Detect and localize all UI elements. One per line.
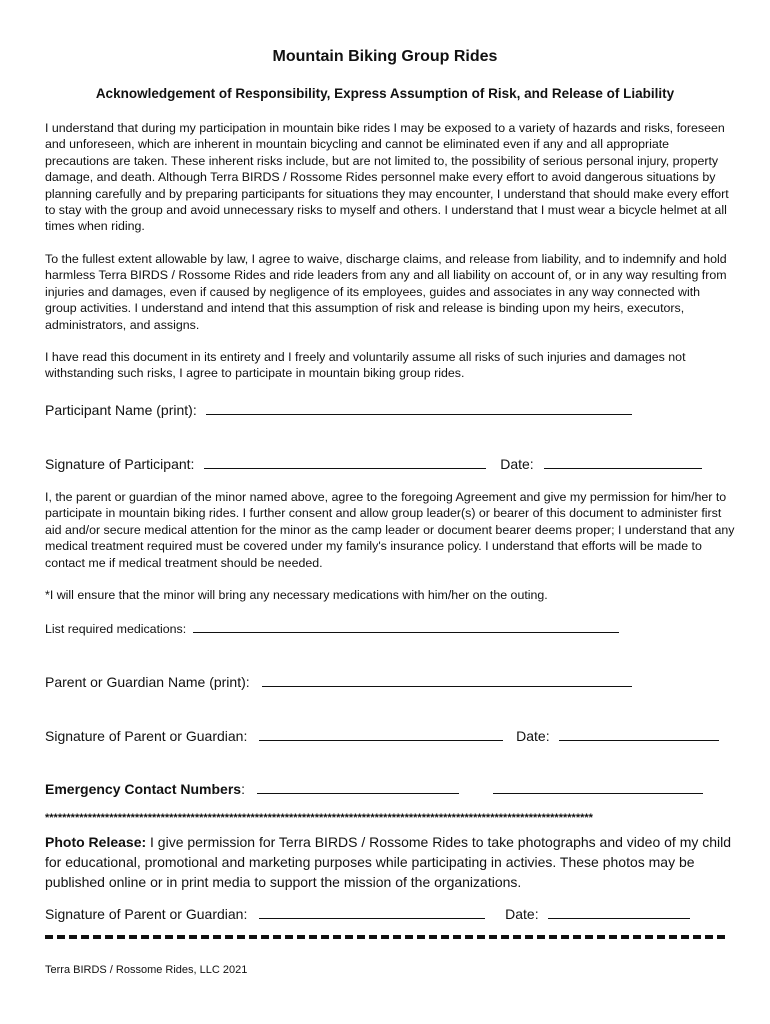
photo-release-text: I give permission for Terra BIRDS / Rossome Rides to take photographs and video of my child for educational, promotional and marketing purposes while participating in activies. These photos may be published online or in print media to support the mission of the organizations. <box>45 834 732 890</box>
medications-label: List required medications: <box>45 622 187 636</box>
guardian-signature-row <box>45 726 719 744</box>
emergency-contact-row <box>45 779 703 797</box>
footer-copyright: Terra BIRDS / Rossome Rides, LLC 2021 <box>45 964 248 976</box>
participant-date-label: Date: <box>500 456 534 472</box>
emergency-contact-field-1[interactable] <box>257 779 459 794</box>
emergency-contact-field-2[interactable] <box>493 779 703 794</box>
medications-note: *I will ensure that the minor will bring any necessary medications with him/her on the outing. <box>45 588 548 602</box>
photo-signature-label: Signature of Parent or Guardian: <box>45 906 248 922</box>
photo-release-paragraph <box>45 832 735 892</box>
guardian-name-label: Parent or Guardian Name (print): <box>45 674 250 690</box>
photo-signature-row <box>45 904 690 922</box>
emergency-contact-colon: : <box>241 781 245 797</box>
cut-line-divider <box>45 935 725 939</box>
guardian-date-field[interactable] <box>559 726 719 741</box>
guardian-date-label: Date: <box>516 728 550 744</box>
medications-field[interactable] <box>193 620 619 633</box>
participant-name-field[interactable] <box>206 400 632 415</box>
acknowledgement-paragraph: I have read this document in its entirety and I freely and voluntarily assume all risks of such injuries and damages not withstanding such risks, I agree to participate in mountain biking group rides. <box>45 350 686 381</box>
emergency-contact-label: Emergency Contact Numbers <box>45 781 242 797</box>
participant-signature-field[interactable] <box>204 454 486 469</box>
participant-name-row <box>45 400 632 418</box>
document-subtitle: Acknowledgement of Responsibility, Express Assumption of Risk, and Release of Liability <box>95 86 675 101</box>
photo-date-label: Date: <box>505 906 539 922</box>
photo-release-label: Photo Release: <box>45 834 147 850</box>
photo-signature-field[interactable] <box>259 904 485 919</box>
guardian-name-row <box>45 672 632 690</box>
guardian-signature-label: Signature of Parent or Guardian: <box>45 728 248 744</box>
participant-name-label: Participant Name (print): <box>45 402 197 418</box>
participant-signature-label: Signature of Participant: <box>45 456 195 472</box>
participant-signature-row <box>45 454 702 472</box>
section-divider-stars: ******************************************************************************************************************************** <box>45 812 593 824</box>
guardian-signature-field[interactable] <box>259 726 503 741</box>
risk-paragraph: I understand that during my participation in mountain bike rides I may be exposed to a variety of hazards and risks, foreseen and unforeseen, which are inherent in mountain bicycling and cannot be eliminated even if any and all appropriate precautions are taken. These inherent risks include, but are not limited to, the possibility of serious personal injury, property damage, and death. Although Terra BIRDS / Rossome Rides personnel make every effort to avoid dangerous situations by planning carefully and by preparing participants for situations they may encounter, I understand that should make every effort to stay with the group and avoid unnecessary risks to myself and others. I understand that I must wear a bicycle helmet at all times when riding. <box>45 121 729 234</box>
photo-date-field[interactable] <box>548 904 690 919</box>
guardian-consent-paragraph: I, the parent or guardian of the minor named above, agree to the foregoing Agreement and give my permission for him/her to participate in mountain biking rides. I further consent and allow group leader(s) or bearer of this document to administer first aid and/or secure medical attention for the minor as the camp leader or document bearer deems proper; I understand that any medical treatment required must be covered under my family's insurance policy. I understand that efforts will be made to contact me if medical treatment should be needed. <box>45 490 735 570</box>
medications-row <box>45 620 619 636</box>
guardian-name-field[interactable] <box>262 672 632 687</box>
document-title: Mountain Biking Group Rides <box>272 48 498 65</box>
release-paragraph: To the fullest extent allowable by law, I agree to waive, discharge claims, and release from liability, and to indemnify and hold harmless Terra BIRDS / Rossome Rides and ride leaders from any and all liability on account of, or in any way resulting from injuries and damages, even if caused by negligence of its employees, guides and associates in any way connected with group activities. I understand and intend that this assumption of risk and release is binding upon my heirs, executors, administrators, and assigns. <box>45 252 727 332</box>
participant-date-field[interactable] <box>544 454 702 469</box>
